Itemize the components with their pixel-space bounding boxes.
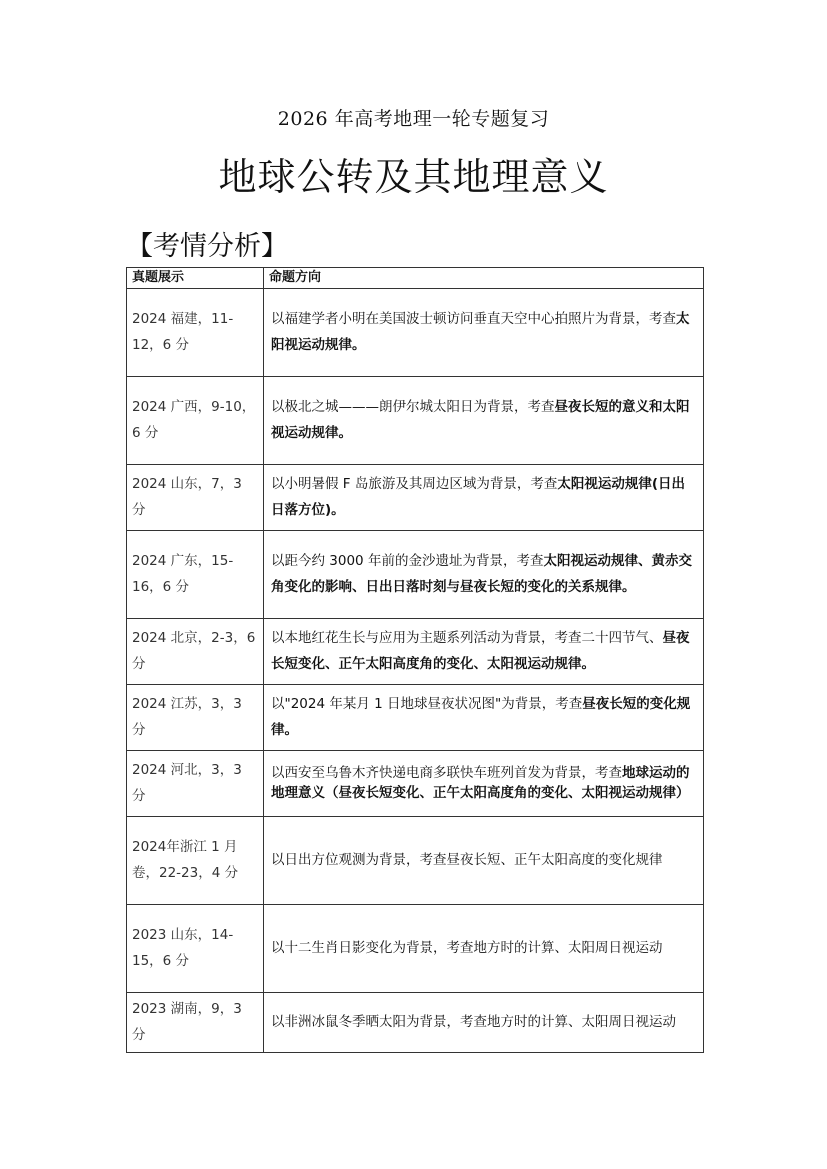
table-row [127,531,704,619]
source-cell: 2024 河北，3，3 分 [127,751,264,817]
direction-text: 以非洲冰鼠冬季晒太阳为背景，考查地方时的计算、太阳周日视运动 [271,1013,676,1030]
table-header-row [127,268,704,289]
direction-text: 以西安至乌鲁木齐快递电商多联快车班列首发为背景，考查 [271,764,622,781]
direction-cell [264,377,704,465]
table-row [127,751,704,817]
table-row [127,377,704,465]
direction-text: 以本地红花生长与应用为主题系列活动为背景，考查二十四节气、 [271,629,663,646]
source-cell: 2024 福建，11-12，6 分 [127,289,264,377]
direction-keypoint: 太阳视运动规律、黄赤交角变化的影响、日出日落时刻与昼夜长短的变化的关系规律。 [271,552,692,595]
table-row [127,465,704,531]
source-cell: 2023 湖南，9，3 分 [127,993,264,1053]
direction-keypoint: 昼夜长短的意义和太阳视运动规律。 [271,398,690,441]
source-cell: 2023 山东，14-15，6 分 [127,905,264,993]
column-header-source: 真题展示 [127,268,264,289]
section-heading: 【考情分析】 [126,231,288,262]
table-row [127,685,704,751]
source-cell: 2024 广西，9-10，6 分 [127,377,264,465]
direction-cell [264,905,704,993]
direction-cell [264,993,704,1053]
direction-cell [264,751,704,817]
direction-text: 以距今约 3000 年前的金沙遗址为背景，考查 [271,552,544,569]
direction-keypoint: 昼夜长短变化、正午太阳高度角的变化、太阳视运动规律。 [271,629,690,672]
table-row [127,289,704,377]
document-title: 地球公转及其地理意义 [218,155,609,199]
direction-text: 以十二生肖日影变化为背景，考查地方时的计算、太阳周日视运动 [271,939,663,956]
table-row [127,619,704,685]
direction-text: 以极北之城———朗伊尔城太阳日为背景，考查 [271,398,555,415]
direction-cell [264,619,704,685]
table-row [127,905,704,993]
direction-keypoint: 昼夜长短的变化规律。 [271,695,691,738]
direction-cell [264,289,704,377]
source-cell: 2024 广东，15-16，6 分 [127,531,264,619]
table-row [127,817,704,905]
direction-cell [264,685,704,751]
direction-keypoint: 地球运动的地理意义（昼夜长短变化、正午太阳高度角的变化、太阳视运动规律） [271,764,690,801]
source-cell: 2024年浙江 1 月卷，22-23，4 分 [127,817,264,905]
direction-keypoint: 太阳视运动规律(日出日落方位)。 [271,475,686,518]
direction-cell [264,817,704,905]
exam-analysis-table [126,267,704,1053]
source-cell: 2024 北京，2-3，6 分 [127,619,264,685]
direction-text: 以福建学者小明在美国波士顿访问垂直天空中心拍照片为背景，考查 [271,310,676,327]
direction-cell [264,465,704,531]
document-subtitle: 2026 年高考地理一轮专题复习 [277,108,550,130]
column-header-direction: 命题方向 [264,268,704,289]
table-row [127,993,704,1053]
direction-text: 以"2024 年某月 1 日地球昼夜状况图"为背景，考查 [271,695,583,712]
source-cell: 2024 山东，7，3 分 [127,465,264,531]
direction-cell [264,531,704,619]
direction-text: 以日出方位观测为背景，考查昼夜长短、正午太阳高度的变化规律 [271,851,663,868]
direction-keypoint: 太阳视运动规律。 [271,310,690,353]
source-cell: 2024 江苏，3，3 分 [127,685,264,751]
direction-text: 以小明暑假 F 岛旅游及其周边区域为背景，考查 [271,475,558,492]
